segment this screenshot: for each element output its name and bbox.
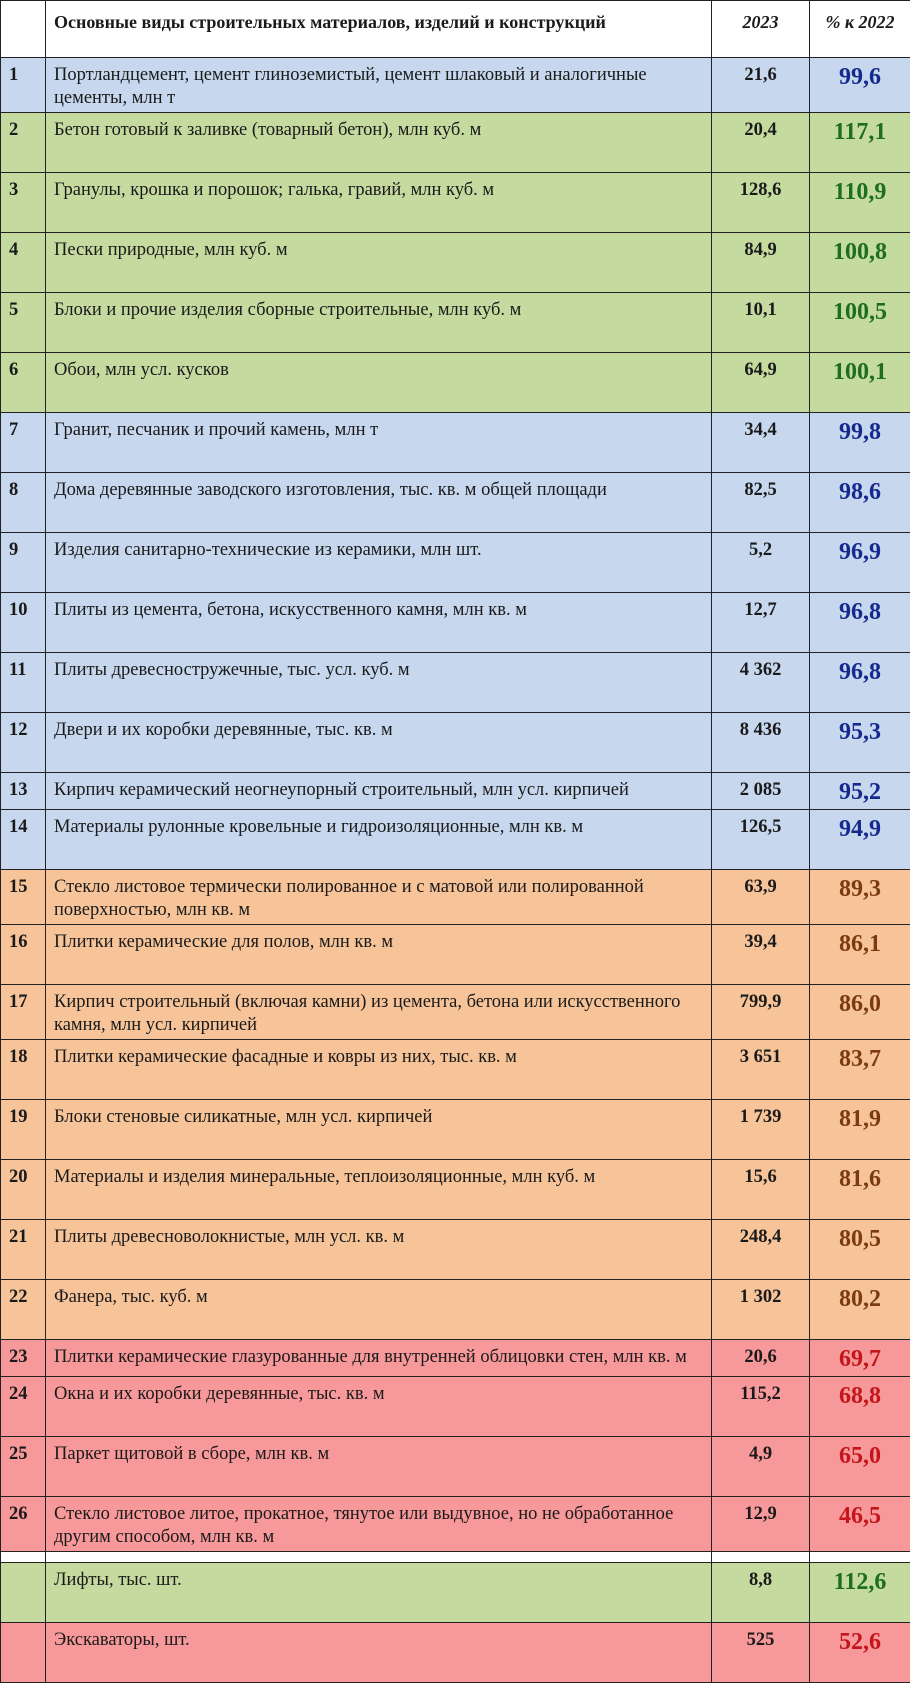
row-percent-2022: 86,0	[810, 985, 910, 1040]
row-percent-2022: 89,3	[810, 870, 910, 925]
row-name: Паркет щитовой в сборе, млн кв. м	[46, 1437, 712, 1497]
row-name: Кирпич строительный (включая камни) из цемента, бетона или искусственного камня, млн усл. кирпичей	[46, 985, 712, 1040]
row-value-2023: 1 739	[712, 1100, 810, 1160]
table-row	[1, 773, 910, 810]
row-value-2023: 5,2	[712, 533, 810, 593]
row-percent-2022: 81,6	[810, 1160, 910, 1220]
row-value-2023: 12,7	[712, 593, 810, 653]
row-value-2023: 20,6	[712, 1340, 810, 1377]
row-value-2023: 115,2	[712, 1377, 810, 1437]
spacer-cell	[1, 1552, 46, 1563]
row-name: Плиты из цемента, бетона, искусственного камня, млн кв. м	[46, 593, 712, 653]
row-value-2023: 126,5	[712, 810, 810, 870]
row-number: 9	[1, 533, 46, 593]
table-row	[1, 1280, 910, 1340]
row-number: 15	[1, 870, 46, 925]
row-name: Плитки керамические глазурованные для внутренней облицовки стен, млн кв. м	[46, 1340, 712, 1377]
table-row	[1, 173, 910, 233]
table-row	[1, 1437, 910, 1497]
table-row	[1, 413, 910, 473]
header-row	[1, 1, 910, 58]
row-percent-2022: 80,5	[810, 1220, 910, 1280]
header-year-cell: 2023	[712, 1, 810, 58]
header-num-cell	[1, 1, 46, 58]
row-percent-2022: 68,8	[810, 1377, 910, 1437]
row-value-2023: 4,9	[712, 1437, 810, 1497]
row-name: Плиты древесностружечные, тыс. усл. куб. м	[46, 653, 712, 713]
row-name: Фанера, тыс. куб. м	[46, 1280, 712, 1340]
table-body	[1, 58, 910, 1683]
row-number: 5	[1, 293, 46, 353]
row-number: 17	[1, 985, 46, 1040]
row-number: 3	[1, 173, 46, 233]
row-percent-2022: 46,5	[810, 1497, 910, 1552]
row-percent-2022: 65,0	[810, 1437, 910, 1497]
row-number	[1, 1563, 46, 1623]
row-name: Блоки стеновые силикатные, млн усл. кирпичей	[46, 1100, 712, 1160]
row-number: 1	[1, 58, 46, 113]
row-name: Материалы и изделия минеральные, теплоизоляционные, млн куб. м	[46, 1160, 712, 1220]
row-name: Кирпич керамический неогнеупорный строительный, млн усл. кирпичей	[46, 773, 712, 810]
row-number: 2	[1, 113, 46, 173]
row-percent-2022: 86,1	[810, 925, 910, 985]
row-percent-2022: 99,8	[810, 413, 910, 473]
row-percent-2022: 100,8	[810, 233, 910, 293]
table-row	[1, 1220, 910, 1280]
table-row	[1, 1623, 910, 1683]
row-value-2023: 10,1	[712, 293, 810, 353]
row-percent-2022: 100,5	[810, 293, 910, 353]
row-number: 19	[1, 1100, 46, 1160]
row-percent-2022: 112,6	[810, 1563, 910, 1623]
table-row	[1, 58, 910, 113]
row-value-2023: 20,4	[712, 113, 810, 173]
row-value-2023: 64,9	[712, 353, 810, 413]
header-pct-cell: % к 2022	[810, 1, 910, 58]
table-row	[1, 113, 910, 173]
row-value-2023: 3 651	[712, 1040, 810, 1100]
row-name: Блоки и прочие изделия сборные строительные, млн куб. м	[46, 293, 712, 353]
row-percent-2022: 80,2	[810, 1280, 910, 1340]
row-value-2023: 8 436	[712, 713, 810, 773]
table-row	[1, 870, 910, 925]
row-value-2023: 12,9	[712, 1497, 810, 1552]
row-value-2023: 82,5	[712, 473, 810, 533]
spacer-cell	[46, 1552, 712, 1563]
row-percent-2022: 110,9	[810, 173, 910, 233]
row-name: Окна и их коробки деревянные, тыс. кв. м	[46, 1377, 712, 1437]
row-percent-2022: 117,1	[810, 113, 910, 173]
header-name-cell: Основные виды строительных материалов, изделий и конструкций	[46, 1, 712, 58]
row-value-2023: 525	[712, 1623, 810, 1683]
row-number: 24	[1, 1377, 46, 1437]
row-number	[1, 1623, 46, 1683]
row-name: Дома деревянные заводского изготовления, тыс. кв. м общей площади	[46, 473, 712, 533]
row-name: Пески природные, млн куб. м	[46, 233, 712, 293]
table-row	[1, 810, 910, 870]
row-value-2023: 1 302	[712, 1280, 810, 1340]
table-row	[1, 353, 910, 413]
table-row	[1, 925, 910, 985]
row-percent-2022: 96,8	[810, 593, 910, 653]
row-number: 20	[1, 1160, 46, 1220]
table-row	[1, 653, 910, 713]
row-number: 11	[1, 653, 46, 713]
row-name: Гранулы, крошка и порошок; галька, гравий, млн куб. м	[46, 173, 712, 233]
row-name: Обои, млн усл. кусков	[46, 353, 712, 413]
row-number: 22	[1, 1280, 46, 1340]
spacer-cell	[712, 1552, 810, 1563]
row-number: 23	[1, 1340, 46, 1377]
table-row	[1, 1563, 910, 1623]
row-percent-2022: 52,6	[810, 1623, 910, 1683]
spacer-row	[1, 1552, 910, 1563]
row-value-2023: 8,8	[712, 1563, 810, 1623]
row-value-2023: 84,9	[712, 233, 810, 293]
row-name: Плиты древесноволокнистые, млн усл. кв. м	[46, 1220, 712, 1280]
row-percent-2022: 95,3	[810, 713, 910, 773]
row-name: Стекло листовое термически полированное и с матовой или полированной поверхностью, млн кв. м	[46, 870, 712, 925]
table-row	[1, 985, 910, 1040]
row-value-2023: 15,6	[712, 1160, 810, 1220]
row-percent-2022: 69,7	[810, 1340, 910, 1377]
row-percent-2022: 94,9	[810, 810, 910, 870]
row-percent-2022: 99,6	[810, 58, 910, 113]
row-value-2023: 34,4	[712, 413, 810, 473]
row-number: 25	[1, 1437, 46, 1497]
row-number: 14	[1, 810, 46, 870]
row-name: Стекло листовое литое, прокатное, тянутое или выдувное, но не обработанное другим способом, млн кв. м	[46, 1497, 712, 1552]
row-percent-2022: 98,6	[810, 473, 910, 533]
row-percent-2022: 83,7	[810, 1040, 910, 1100]
row-number: 13	[1, 773, 46, 810]
row-name: Плитки керамические для полов, млн кв. м	[46, 925, 712, 985]
row-name: Экскаваторы, шт.	[46, 1623, 712, 1683]
table-row	[1, 1377, 910, 1437]
table-row	[1, 533, 910, 593]
row-number: 4	[1, 233, 46, 293]
row-percent-2022: 100,1	[810, 353, 910, 413]
row-name: Лифты, тыс. шт.	[46, 1563, 712, 1623]
table-row	[1, 1497, 910, 1552]
table-row	[1, 1340, 910, 1377]
row-number: 8	[1, 473, 46, 533]
row-percent-2022: 81,9	[810, 1100, 910, 1160]
table-row	[1, 233, 910, 293]
row-value-2023: 128,6	[712, 173, 810, 233]
row-value-2023: 4 362	[712, 653, 810, 713]
table-row	[1, 473, 910, 533]
row-number: 21	[1, 1220, 46, 1280]
row-number: 10	[1, 593, 46, 653]
row-number: 26	[1, 1497, 46, 1552]
row-value-2023: 63,9	[712, 870, 810, 925]
table-row	[1, 593, 910, 653]
row-name: Изделия санитарно-технические из керамики, млн шт.	[46, 533, 712, 593]
row-number: 18	[1, 1040, 46, 1100]
spacer-cell	[810, 1552, 910, 1563]
row-name: Гранит, песчаник и прочий камень, млн т	[46, 413, 712, 473]
row-value-2023: 2 085	[712, 773, 810, 810]
table-row	[1, 1160, 910, 1220]
row-name: Бетон готовый к заливке (товарный бетон), млн куб. м	[46, 113, 712, 173]
row-number: 16	[1, 925, 46, 985]
row-percent-2022: 96,8	[810, 653, 910, 713]
row-number: 6	[1, 353, 46, 413]
row-value-2023: 21,6	[712, 58, 810, 113]
table-row	[1, 1100, 910, 1160]
row-number: 7	[1, 413, 46, 473]
row-percent-2022: 95,2	[810, 773, 910, 810]
row-value-2023: 799,9	[712, 985, 810, 1040]
row-value-2023: 248,4	[712, 1220, 810, 1280]
row-name: Портландцемент, цемент глиноземистый, цемент шлаковый и аналогичные цементы, млн т	[46, 58, 712, 113]
table-row	[1, 1040, 910, 1100]
row-percent-2022: 96,9	[810, 533, 910, 593]
row-value-2023: 39,4	[712, 925, 810, 985]
table-row	[1, 713, 910, 773]
row-name: Плитки керамические фасадные и ковры из них, тыс. кв. м	[46, 1040, 712, 1100]
table-row	[1, 293, 910, 353]
row-number: 12	[1, 713, 46, 773]
row-name: Двери и их коробки деревянные, тыс. кв. м	[46, 713, 712, 773]
row-name: Материалы рулонные кровельные и гидроизоляционные, млн кв. м	[46, 810, 712, 870]
